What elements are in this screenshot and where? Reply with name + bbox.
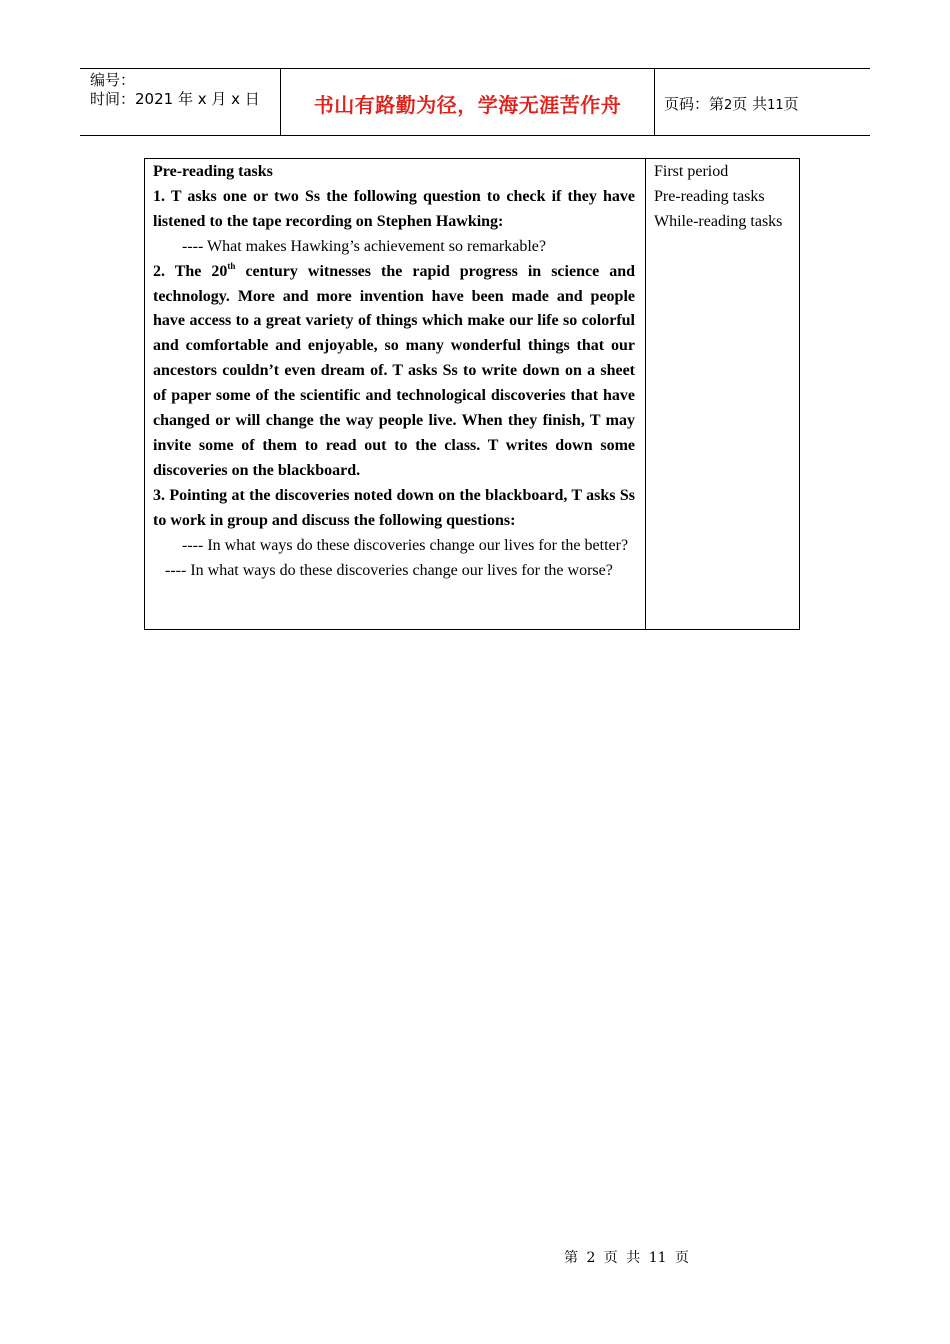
task-item-3-question-1: ---- In what ways do these discoveries change our lives for the better? — [182, 536, 629, 554]
main-column — [153, 160, 635, 583]
side-item: While-reading tasks — [654, 212, 783, 230]
task-item-2-body: century witnesses the rapid progress in science and technology. More and more invention have been made and people have access to a great variety of things which make our life so colorful and comfortable and enjoyable, so many wonderful things that our ancestors couldn’t even dream of. T asks Ss to write down on a sheet of paper some of the scientific and technological discoveries that have changed or will change the way people live. When they finish, T may invite some of them to read out to the class. T writes down some discoveries on the blackboard. — [153, 262, 635, 479]
serial-label: 编号： — [90, 71, 136, 89]
task-item-3: 3. Pointing at the discoveries noted down on the blackboard, T asks Ss to work in group and discuss the following questions: — [153, 486, 635, 529]
task-item-3-question-2: ---- In what ways do these discoveries change our lives for the worse? — [165, 561, 613, 579]
task-item-1-question: ---- What makes Hawking’s achievement so remarkable? — [182, 237, 546, 255]
page-end: 页 — [783, 95, 799, 113]
header-page-cell — [655, 69, 870, 135]
page-label: 页码：第 — [664, 95, 725, 113]
header-motto-cell — [281, 69, 655, 135]
task-item-1: 1. T asks one or two Ss the following question to check if they have listened to the tape recording on Stephen Hawking: — [153, 187, 635, 230]
side-item: Pre-reading tasks — [654, 187, 765, 205]
page-mid: 页 共 — [732, 95, 768, 113]
page-footer: 第 2 页 共 11 页 — [564, 1250, 689, 1266]
task-item-2 — [153, 260, 635, 484]
date-label: 时间：2021 年 x 月 x 日 — [90, 90, 260, 108]
lesson-table — [144, 158, 800, 630]
page-header — [80, 68, 870, 136]
page-total: 11 — [767, 98, 784, 113]
side-item: First period — [654, 163, 729, 180]
page-current: 2 — [724, 98, 733, 113]
page-info — [664, 93, 799, 114]
section-heading: Pre-reading tasks — [153, 163, 273, 180]
ordinal-suffix: th — [227, 260, 236, 271]
task-item-2-lead: 2. The 20 — [153, 262, 228, 280]
side-column — [654, 160, 794, 235]
header-meta-cell — [80, 69, 281, 135]
motto: 书山有路勤为径，学海无涯苦作舟 — [313, 93, 622, 117]
column-divider — [645, 159, 646, 629]
